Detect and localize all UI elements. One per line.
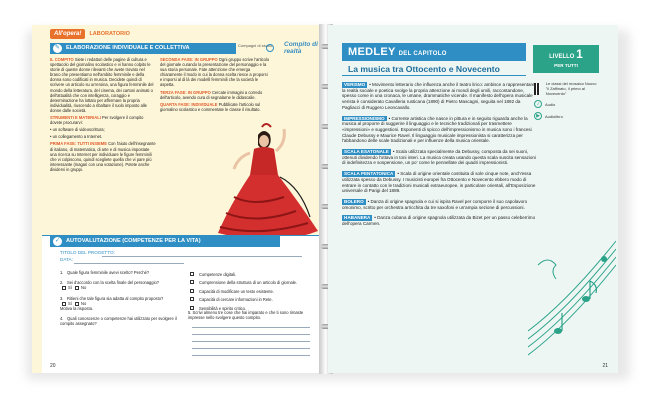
resource-label: Audiolibro (545, 113, 563, 119)
glossary-definition: • Corrente artistica che nasce in pittura e in seguito riguarda anche la musica al proporre di suggerire il linguaggio e le tecniche tradizionali per trasmettere «impressioni» e suggestioni. Esponenti di spicco dell'impressionismo in musica sono i francesi Claude Debussy e Maurice Ravel. Il linguaggio musicale impressionista si caratterizza per l'abbandono delle scale tradizionali e per influenze della musica orientale. (342, 115, 532, 144)
answer-options (60, 285, 178, 290)
question-text: Sei d'accordo con la scelta finale del personaggio? (67, 280, 160, 286)
glossary-entry (342, 199, 538, 210)
task-text: • un collegamento a Internet. (50, 134, 103, 140)
task-text: Per svolgere il compito dovete procurarvi: (50, 115, 144, 126)
side-resources (534, 77, 600, 120)
glossary-definition: • Scala di origine orientale costituita di sole cinque note, anch'essa utilizzata spesso da Debussy. I musicisti europei fra Ottocento e Novecento ebbero modo di entrare in contatto con le tradizioni musicali extraeuropee, in particolare orientali, all'Esposizione universale di Parigi del 1889. (342, 171, 536, 194)
project-title-line (102, 256, 302, 257)
page-subtitle: La musica tra Ottocento e Novecento (348, 64, 500, 74)
audiobook-resource[interactable] (534, 112, 600, 120)
answer-line[interactable] (192, 327, 310, 328)
task-keyword: IL COMPITO (50, 57, 75, 62)
task-column-left (50, 57, 156, 174)
question-number: 3. (60, 295, 64, 301)
question-note: Motiva la risposta. (60, 306, 93, 312)
glossary-entry (342, 149, 538, 166)
task-paragraph (50, 127, 156, 132)
question-5: 5. Scrivi almeno tre cose che hai imparato e che ti sono rimaste impresse nello svolgere questo compito. (188, 310, 304, 321)
question-number: 2. (60, 280, 64, 286)
checklist-checkbox[interactable] (190, 289, 194, 293)
checklist-checkbox[interactable] (190, 306, 194, 310)
task-text: Con l'aiuto dell'insegnante di italiano, di matematica, di arte e di musica impostate una ricerca su Internet per individuare le figure femminili che vi colpiscono, quindi scegliete quella che vi pare più interessante (magari con una votazione). Potete anche dividervi in gruppi. (50, 141, 156, 172)
project-title-label: TITOLO DEL PROGETTO: (60, 250, 115, 255)
level-sub: PER TUTTI (554, 63, 578, 68)
date-label: DATA: (60, 257, 73, 262)
level-badge (533, 45, 599, 73)
checklist-label: Sensibilità e spirito critico. (199, 305, 247, 311)
task-text: Pubblicate l'articolo sul giornalino scolastico e commentate le classe il risultato. (160, 101, 261, 112)
task-paragraph (50, 141, 156, 172)
medley-subtitle: DEL CAPITOLO (398, 51, 447, 57)
option-checkbox[interactable] (62, 286, 66, 290)
question-list (60, 270, 178, 332)
question-text: Ritieni che tale figura sia adatta al compito proposto? (67, 295, 164, 301)
subtitle-underline (342, 75, 526, 76)
glossary-entries (342, 82, 538, 232)
answer-line[interactable] (192, 348, 310, 349)
task-text: Ogni gruppo scrive l'articolo del giornale curando la presentazione del personaggio e la sua storia personale. Fate attenzione che emerga chiaramente il modo in cui la donna scelta riesce a proporsi e imporsi al di là dei modelli femminili che la società le aspetta. (160, 57, 270, 88)
checklist-checkbox[interactable] (190, 272, 194, 276)
glossary-definition: • Danza di origine spagnola e cui si ispira Ravel per comporre il suo capolavoro omonimo, scritto per orchestra arricchita da tre saxofoni e un'ampia sezione di percussioni. (342, 198, 528, 210)
lab-header (32, 27, 152, 41)
section-tag: All'opera! (50, 29, 85, 39)
glossary-entry (342, 116, 538, 145)
checklist-checkbox[interactable] (190, 297, 194, 301)
question-item (60, 316, 178, 326)
glossary-term: BOLERO (344, 198, 364, 204)
group-note: Compagni di studio (238, 43, 273, 48)
task-text: • un software di videoscrittura; (50, 127, 105, 133)
task-keyword: QUARTA FASE: INDIVIDUALE (160, 101, 219, 107)
task-paragraph (50, 134, 156, 139)
checklist-label: Competenze digitali. (199, 272, 237, 277)
glossary-term: HABANERA (344, 215, 371, 221)
checklist-item (188, 280, 306, 285)
option-label: Sì (68, 300, 74, 306)
checklist-label: Capacità di modificare un testo esistente. (199, 288, 274, 294)
task-paragraph (160, 102, 270, 112)
group-icon (266, 44, 274, 52)
answer-line[interactable] (192, 355, 310, 356)
glossary-definition: • Scala utilizzata specialmente da Debussy, composta da sei suoni, ottenuti dividendo l'ottava in toni interi. La musica creata usando questa scala suscita sensazioni di indefinitezza e sospensione, un po' come le pennellate dei quadri impressionisti. (342, 149, 536, 166)
competence-checklist (188, 272, 306, 314)
headphones-icon: ♪ (534, 100, 542, 108)
question-number: 1. (60, 270, 64, 275)
page-number-left: 20 (50, 363, 56, 369)
checklist-item (188, 272, 306, 277)
question-item (60, 296, 178, 312)
task-column-right (160, 57, 270, 114)
glossary-definition: • Danza cubana di origine spagnola utilizzata da Bizet per un passo celeberrimo dell'opera Carmen. (342, 215, 536, 227)
option-checkbox[interactable] (75, 286, 79, 290)
task-text: Cercate immagini a corredo dell'articolo, avendo cura di segnalarne le didascalie. (160, 89, 263, 100)
checklist-label: Comprensione della struttura di un articolo di giornale. (199, 280, 298, 286)
option-label: No (81, 285, 87, 291)
glossary-term: VERISMO (344, 82, 366, 87)
check-icon: ✓ (54, 238, 61, 244)
question-number: 4. (60, 316, 64, 322)
question-text: Quali conoscenze o competenze hai utilizzato per svolgere il compito assegnato? (60, 316, 177, 327)
option-label: No (81, 300, 87, 306)
glossary-term: IMPRESSIONISMO (344, 115, 385, 121)
glossary-entry (342, 215, 538, 226)
task-keyword: SECONDA FASE: IN GRUPPO (160, 57, 219, 62)
checklist-label: Capacità di cercare informazioni in Rete. (199, 297, 273, 303)
question-item (60, 280, 178, 290)
qr-resource[interactable] (534, 81, 600, 96)
medley-banner (342, 43, 526, 61)
left-page (32, 25, 324, 373)
task-keyword: TERZA FASE: IN GRUPPO (160, 89, 212, 95)
checklist-checkbox[interactable] (190, 280, 194, 284)
task-text: Siete i redattori delle pagine di cultura e spettacolo del giornalino scolastico e vi hanno colpito le storie di queste donne rilevanti che avete trovato nel brano che presentiamo nell'ambito femminile e della donna sono codificati in musica. Decidete quindi di scrivere un articolo su un'eroina, una figura femminile del mondo della letteratura, del cinema, dei cartoni animati o dell'attualità che con intelligenza, coraggio e determinazione ha lottato per affermare la propria individualità, riuscendo a ribaltare il ruolo imposto alle donne dalle società. (50, 57, 154, 113)
glossary-definition: • Movimento letterario che influenza anche il teatro lirico: ambisce a rappresentare la realtà sociale e poetica svolge la propria attenzione ai mondi degli umili, raccontandone, spesso come in una cronaca, le umane, drammatiche vicende. Il manifesto dell'opera musicale verista è considerato Cavalleria rusticana (1890) di Pietro Mascagni, seguita nel 1892 da Pagliacci di Ruggero Leoncavallo. (342, 82, 535, 110)
task-keyword: PRIMA FASE: TUTTI INSIEME (50, 141, 109, 147)
audiobook-icon: ▶ (534, 112, 542, 120)
resource-label: Audio (545, 101, 556, 107)
self-assessment-title: AUTOVALUTAZIONE (COMPETENZE PER LA VITA) (66, 238, 201, 244)
task-paragraph (160, 90, 270, 100)
competence-label: Compito di realtà (284, 41, 318, 55)
answer-line[interactable] (192, 334, 310, 335)
right-page (328, 25, 618, 373)
glossary-term: SCALA PENTATONICA (344, 171, 394, 177)
medley-title: MEDLEY (348, 46, 396, 58)
question-item (60, 270, 178, 275)
checklist-item (188, 289, 306, 294)
glossary-entry (342, 171, 538, 194)
level-label: LIVELLO (549, 54, 575, 60)
task-keyword: STRUMENTI E MATERIALI (50, 115, 103, 121)
task-paragraph (50, 115, 156, 125)
page-number-right: 21 (602, 363, 608, 369)
resource-label: Le classi del mosaico Nuovo "il Zaffinato, il primo al Novecento" (545, 81, 597, 96)
section-title-bar (50, 43, 236, 54)
flamenco-dancer-illustration (210, 117, 322, 239)
checklist-item (188, 297, 306, 302)
audio-resource[interactable] (534, 100, 600, 108)
level-value: 1 (576, 47, 583, 61)
section-label: LABORATORIO (89, 31, 130, 37)
pencil-icon: ✎ (54, 45, 61, 51)
self-assessment-title-bar (50, 236, 280, 247)
option-label: Sì (68, 285, 74, 291)
answer-line[interactable] (192, 341, 310, 342)
self-assessment-box (42, 235, 324, 373)
music-notes-decoration (528, 235, 616, 365)
date-line (74, 263, 184, 264)
question-text: Quale figura femminile avevi scelto? Perché? (67, 270, 150, 275)
section-title: ELABORAZIONE INDIVIDUALE E COLLETTIVA (66, 45, 190, 51)
glossary-term: SCALA ESATONALE (344, 149, 389, 155)
glossary-entry (342, 82, 538, 111)
task-paragraph (160, 57, 270, 88)
task-paragraph (50, 57, 156, 113)
